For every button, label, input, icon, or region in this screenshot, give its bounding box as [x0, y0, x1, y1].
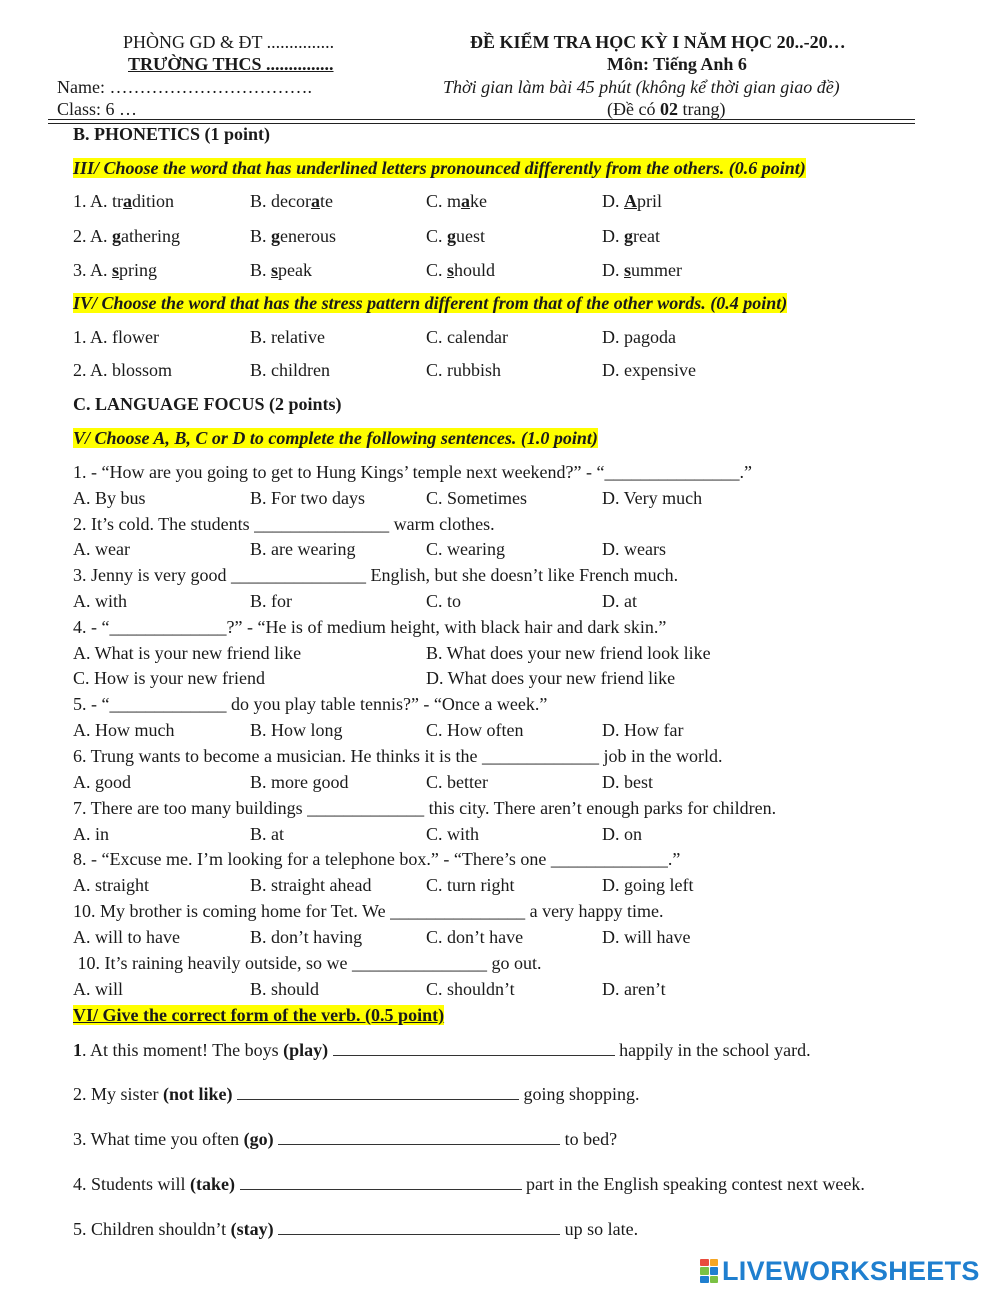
mcq-options: [73, 978, 933, 1000]
option: C. should: [426, 260, 496, 280]
option: 3. A. spring: [73, 260, 158, 280]
section-phonetics: B. PHONETICS (1 point): [73, 124, 271, 144]
verb-word: (take): [190, 1174, 235, 1194]
option: C. wearing: [426, 539, 505, 559]
option: A. will: [73, 979, 124, 999]
mcq-question: 4. - “_____________?” - “He is of medium height, with black hair and dark skin.”: [73, 617, 667, 637]
option: B. What does your new friend look like: [426, 643, 711, 663]
underlined-letter: s: [624, 260, 632, 280]
option: A. straight: [73, 875, 149, 895]
school-line: [128, 53, 334, 75]
option: B. How long: [250, 720, 343, 740]
verb-item: [73, 1173, 865, 1195]
option: C. to: [426, 591, 462, 611]
mcq-question: 2. It’s cold. The students _______________ warm clothes.: [73, 514, 495, 534]
option: A. will to have: [73, 927, 180, 947]
option: D. wears: [602, 539, 666, 559]
verb-num: 1: [73, 1040, 82, 1060]
option: D. expensive: [602, 360, 696, 380]
answer-blank[interactable]: [237, 1085, 519, 1100]
option: D. going left: [602, 875, 694, 895]
verb-item: [73, 1039, 811, 1061]
mcq-options: [73, 487, 933, 509]
mcq-options: [73, 642, 933, 664]
answer-blank[interactable]: [240, 1175, 522, 1190]
mcq-question: 10. It’s raining heavily outside, so we _______________ go out.: [73, 953, 542, 973]
mcq-question: 8. - “Excuse me. I’m looking for a telephone box.” - “There’s one _____________.”: [73, 849, 681, 869]
pages-num: 02: [659, 99, 678, 119]
option: C. calendar: [426, 327, 508, 347]
option: D. aren’t: [602, 979, 666, 999]
option: D. What does your new friend like: [426, 668, 676, 688]
q3-title-text: III/ Choose the word that has underlined letters pronounced differently from the others. (0.6 point): [73, 158, 806, 178]
option: B. children: [250, 360, 330, 380]
option: B. are wearing: [250, 539, 356, 559]
option: D. best: [602, 772, 653, 792]
q4-title-text: IV/ Choose the word that has the stress pattern different from that of the other words. (0.4 point): [73, 293, 788, 313]
underlined-letter: a: [461, 191, 471, 211]
mcq-options: [73, 590, 933, 612]
option: A. By bus: [73, 488, 146, 508]
option: D. April: [602, 191, 662, 211]
q6-title-text: VI/ Give the correct form of the verb. (0.5 point): [73, 1005, 445, 1025]
option: B. generous: [250, 226, 336, 246]
verb-word: (play): [283, 1040, 329, 1060]
underlined-letter: a: [123, 191, 133, 211]
option: C. rubbish: [426, 360, 502, 380]
option: B. decorate: [250, 191, 333, 211]
mcq-question: 1. - “How are you going to get to Hung Kings’ temple next weekend?” - “_______________.”: [73, 462, 752, 482]
mcq-question: 3. Jenny is very good _______________ English, but she doesn’t like French much.: [73, 565, 679, 585]
liveworksheets-logo-icon: [700, 1259, 718, 1283]
option: C. Sometimes: [426, 488, 528, 508]
option: B. at: [250, 824, 284, 844]
mcq-options: [73, 823, 933, 845]
answer-blank[interactable]: [333, 1041, 615, 1056]
mcq-options: [73, 538, 933, 560]
verb-post: happily in the school yard.: [614, 1040, 811, 1060]
mcq-question: 6. Trung wants to become a musician. He thinks it is the _____________ job in the world.: [73, 746, 723, 766]
underlined-letter: g: [112, 226, 122, 246]
option: A. in: [73, 824, 109, 844]
phonetics-row: [73, 190, 933, 212]
exam-title: ĐỀ KIỂM TRA HỌC KỲ I NĂM HỌC 20..-20…: [470, 32, 846, 52]
option: D. Very much: [602, 488, 703, 508]
underlined-letter: s: [112, 260, 120, 280]
option: D. on: [602, 824, 642, 844]
option: C. How is your new friend: [73, 668, 265, 688]
option: 1. A. tradition: [73, 191, 175, 211]
option: C. turn right: [426, 875, 515, 895]
verb-num: 2: [73, 1084, 82, 1104]
pages-pre: (Đề có: [607, 99, 660, 119]
underlined-letter: s: [447, 260, 455, 280]
option: A. wear: [73, 539, 130, 559]
option: D. great: [602, 226, 660, 246]
phonetics-row: [73, 259, 933, 281]
option: B. for: [250, 591, 292, 611]
subject-line: Môn: Tiếng Anh 6: [607, 54, 747, 74]
underlined-letter: g: [624, 226, 633, 246]
answer-blank[interactable]: [278, 1220, 560, 1235]
option: C. better: [426, 772, 488, 792]
verb-item: [73, 1218, 638, 1240]
option: B. should: [250, 979, 320, 999]
option: B. don’t having: [250, 927, 363, 947]
verb-post: going shopping.: [523, 1084, 640, 1104]
phonetics-row: [73, 225, 933, 247]
option: A. What is your new friend like: [73, 643, 302, 663]
pages-post: trang): [677, 99, 726, 119]
school-text: TRƯỜNG THCS ...............: [128, 54, 334, 74]
verb-pre: . Children shouldn’t: [82, 1219, 231, 1239]
option: C. don’t have: [426, 927, 524, 947]
mcq-options: [73, 771, 933, 793]
option: 2. A. blossom: [73, 360, 173, 380]
underlined-letter: g: [271, 226, 281, 246]
liveworksheets-logo: [700, 1256, 980, 1286]
underlined-letter: g: [447, 226, 457, 246]
option: D. will have: [602, 927, 691, 947]
q5-title-text: V/ Choose A, B, C or D to complete the following sentences. (1.0 point): [73, 428, 598, 448]
option: 2. A. gathering: [73, 226, 180, 246]
mcq-question: 7. There are too many buildings _____________ this city. There aren’t enough parks for children.: [73, 798, 777, 818]
option: B. For two days: [250, 488, 366, 508]
q3-title: [73, 157, 806, 179]
dept-line: PHÒNG GD & ĐT ...............: [123, 32, 335, 52]
option: B. relative: [250, 327, 325, 347]
option: C. How often: [426, 720, 524, 740]
option: D. summer: [602, 260, 683, 280]
verb-pre: . My sister: [82, 1084, 163, 1104]
mcq-options: [73, 667, 933, 689]
pages-note: [607, 98, 725, 120]
mcq-options: [73, 926, 933, 948]
option: A. with: [73, 591, 127, 611]
mcq-options: [73, 874, 933, 896]
verb-word: (not like): [163, 1084, 233, 1104]
verb-post: part in the English speaking contest next week.: [526, 1174, 865, 1194]
verb-num: 4: [73, 1174, 82, 1194]
mcq-question: 5. - “_____________ do you play table tennis?” - “Once a week.”: [73, 694, 548, 714]
option: C. guest: [426, 226, 486, 246]
option: D. at: [602, 591, 637, 611]
verb-item: [73, 1083, 640, 1105]
option: C. make: [426, 191, 488, 211]
verb-item: [73, 1128, 617, 1150]
option: 1. A. flower: [73, 327, 159, 347]
verb-pre: . Students will: [82, 1174, 191, 1194]
option: D. How far: [602, 720, 684, 740]
verb-word: (stay): [230, 1219, 274, 1239]
underlined-letter: a: [310, 191, 320, 211]
name-field: Name: …………………………….: [57, 77, 312, 97]
header-rule-top: [48, 119, 915, 120]
stress-row: [73, 359, 933, 381]
verb-num: 5: [73, 1219, 82, 1239]
answer-blank[interactable]: [278, 1130, 560, 1145]
stress-row: [73, 326, 933, 348]
option: C. shouldn’t: [426, 979, 515, 999]
section-language: C. LANGUAGE FOCUS (2 points): [73, 394, 342, 414]
class-field: Class: 6 …: [57, 99, 138, 119]
verb-post: to bed?: [564, 1129, 618, 1149]
mcq-question: 10. My brother is coming home for Tet. We _______________ a very happy time.: [73, 901, 664, 921]
underlined-letter: A: [624, 191, 637, 211]
mcq-options: [73, 719, 933, 741]
option: C. with: [426, 824, 480, 844]
q4-title: [73, 292, 787, 314]
option: A. How much: [73, 720, 175, 740]
option: B. more good: [250, 772, 349, 792]
verb-num: 3: [73, 1129, 82, 1149]
underlined-letter: s: [271, 260, 279, 280]
option: B. speak: [250, 260, 313, 280]
option: D. pagoda: [602, 327, 676, 347]
verb-pre: . At this moment! The boys: [82, 1040, 284, 1060]
liveworksheets-logo-text: LIVEWORKSHEETS: [722, 1255, 980, 1286]
verb-word: (go): [243, 1129, 274, 1149]
option: B. straight ahead: [250, 875, 372, 895]
option: A. good: [73, 772, 131, 792]
q5-title: [73, 427, 598, 449]
time-note: Thời gian làm bài 45 phút (không kể thời gian giao đề): [443, 77, 840, 97]
verb-post: up so late.: [564, 1219, 639, 1239]
q6-title: [73, 1004, 444, 1026]
verb-pre: . What time you often: [82, 1129, 244, 1149]
